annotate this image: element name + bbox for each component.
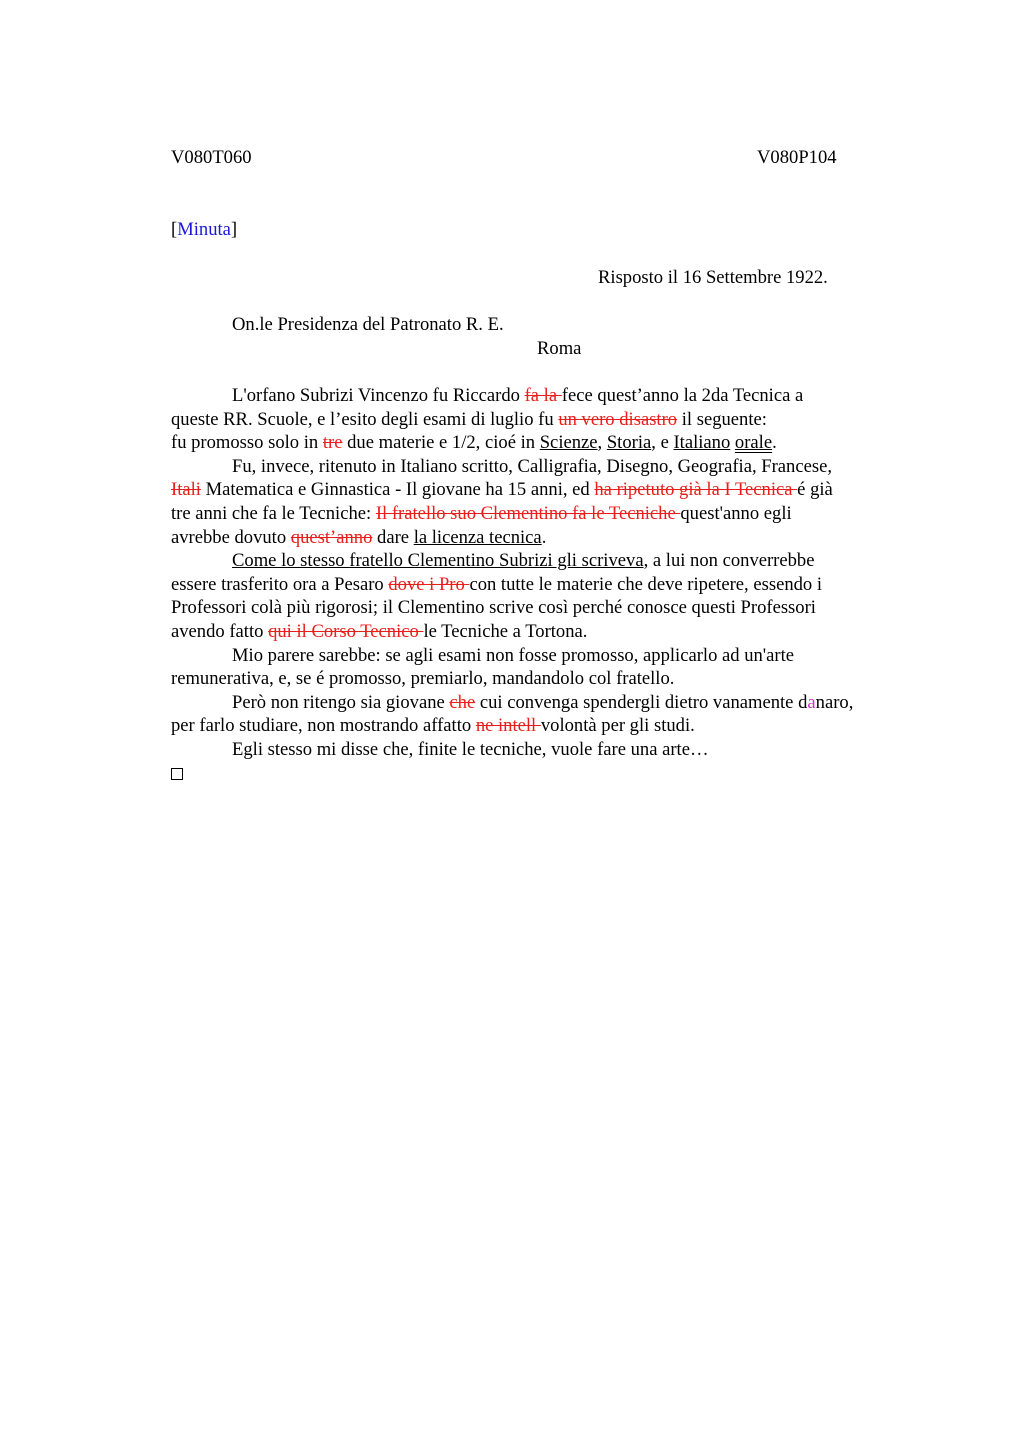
minuta-note: [171, 218, 237, 242]
minuta-open-bracket: [: [171, 219, 178, 240]
body-line: remunerativa, e, se é promosso, premiarlo, mandandolo col fratello.: [171, 668, 675, 690]
addressee-line-2: Roma: [537, 338, 582, 359]
body-line: Itali Matematica e Ginnastica - Il giovane ha 15 anni, ed ha ripetuto già la I Tecnica é già: [171, 479, 833, 501]
underlined-text: la licenza tecnica: [413, 526, 542, 548]
deleted-text: ha ripetuto già la I Tecnica: [594, 479, 798, 501]
deleted-text: un vero disastro: [558, 408, 678, 430]
body-line: avendo fatto qui il Corso Tecnico le Tecniche a Tortona.: [171, 620, 588, 642]
deleted-text: Il fratello suo Clementino fa le Tecniche: [375, 502, 681, 524]
deleted-text: fa la: [524, 385, 562, 406]
addressee-line-1: On.le Presidenza del Patronato R. E.: [232, 314, 504, 335]
deleted-text: ne intell: [475, 715, 541, 737]
deleted-text: qui il Corso Tecnico: [268, 620, 424, 642]
header-left-code: V080T060: [171, 147, 252, 168]
body-line: Mio parere sarebbe: se agli esami non fosse promosso, applicarlo ad un'arte: [232, 644, 795, 666]
body-line: Egli stesso mi disse che, finite le tecniche, vuole fare una arte…: [232, 738, 709, 760]
end-box-icon: [171, 768, 183, 780]
underlined-text: Come lo stesso fratello Clementino Subrizi gli scriveva: [232, 550, 644, 572]
underlined-text: Storia: [606, 432, 652, 454]
body-line: tre anni che fa le Tecniche: Il fratello suo Clementino fa le Tecniche quest'anno egli: [171, 502, 792, 524]
double-underlined-text: orale: [734, 432, 773, 454]
reply-date-line: Risposto il 16 Settembre 1922.: [598, 267, 828, 288]
body-line: per farlo studiare, non mostrando affatto ne intell volontà per gli studi.: [171, 715, 695, 737]
deleted-text: che: [449, 691, 476, 713]
header-right-code: V080P104: [757, 147, 837, 168]
minuta-label: Minuta: [177, 219, 231, 240]
deleted-text: Itali: [171, 479, 201, 501]
body-line: Però non ritengo sia giovane che cui convenga spendergli dietro vanamente danaro,: [232, 691, 854, 713]
body-line: Professori colà più rigorosi; il Clementino scrive così perché conosce questi Professori: [171, 597, 816, 619]
underlined-text: Scienze: [539, 432, 598, 454]
body-line: avrebbe dovuto quest’anno dare la licenza tecnica.: [171, 526, 547, 548]
minuta-close-bracket: ]: [230, 219, 238, 240]
deleted-text: quest’anno: [290, 526, 373, 548]
inserted-text: a: [807, 691, 816, 713]
letter-body: [171, 384, 931, 785]
body-line: L'orfano Subrizi Vincenzo fu Riccardo fa la fece quest’anno la 2da Tecnica a: [232, 385, 804, 406]
underlined-text: Italiano: [673, 432, 731, 454]
body-line: Fu, invece, ritenuto in Italiano scritto, Calligrafia, Disegno, Geografia, Francese,: [232, 455, 832, 477]
deleted-text: tre: [322, 432, 343, 454]
deleted-text: dove i Pro: [388, 573, 470, 595]
body-line: Come lo stesso fratello Clementino Subrizi gli scriveva, a lui non converrebbe: [232, 550, 815, 572]
body-line: fu promosso solo in tre due materie e 1/2, cioé in Scienze, Storia, e Italiano orale.: [171, 432, 777, 454]
body-line: essere trasferito ora a Pesaro dove i Pro con tutte le materie che deve ripetere, essendo i: [171, 573, 823, 595]
body-line: queste RR. Scuole, e l’esito degli esami di luglio fu un vero disastro il seguente:: [171, 408, 767, 430]
end-marker-line: [171, 762, 931, 786]
